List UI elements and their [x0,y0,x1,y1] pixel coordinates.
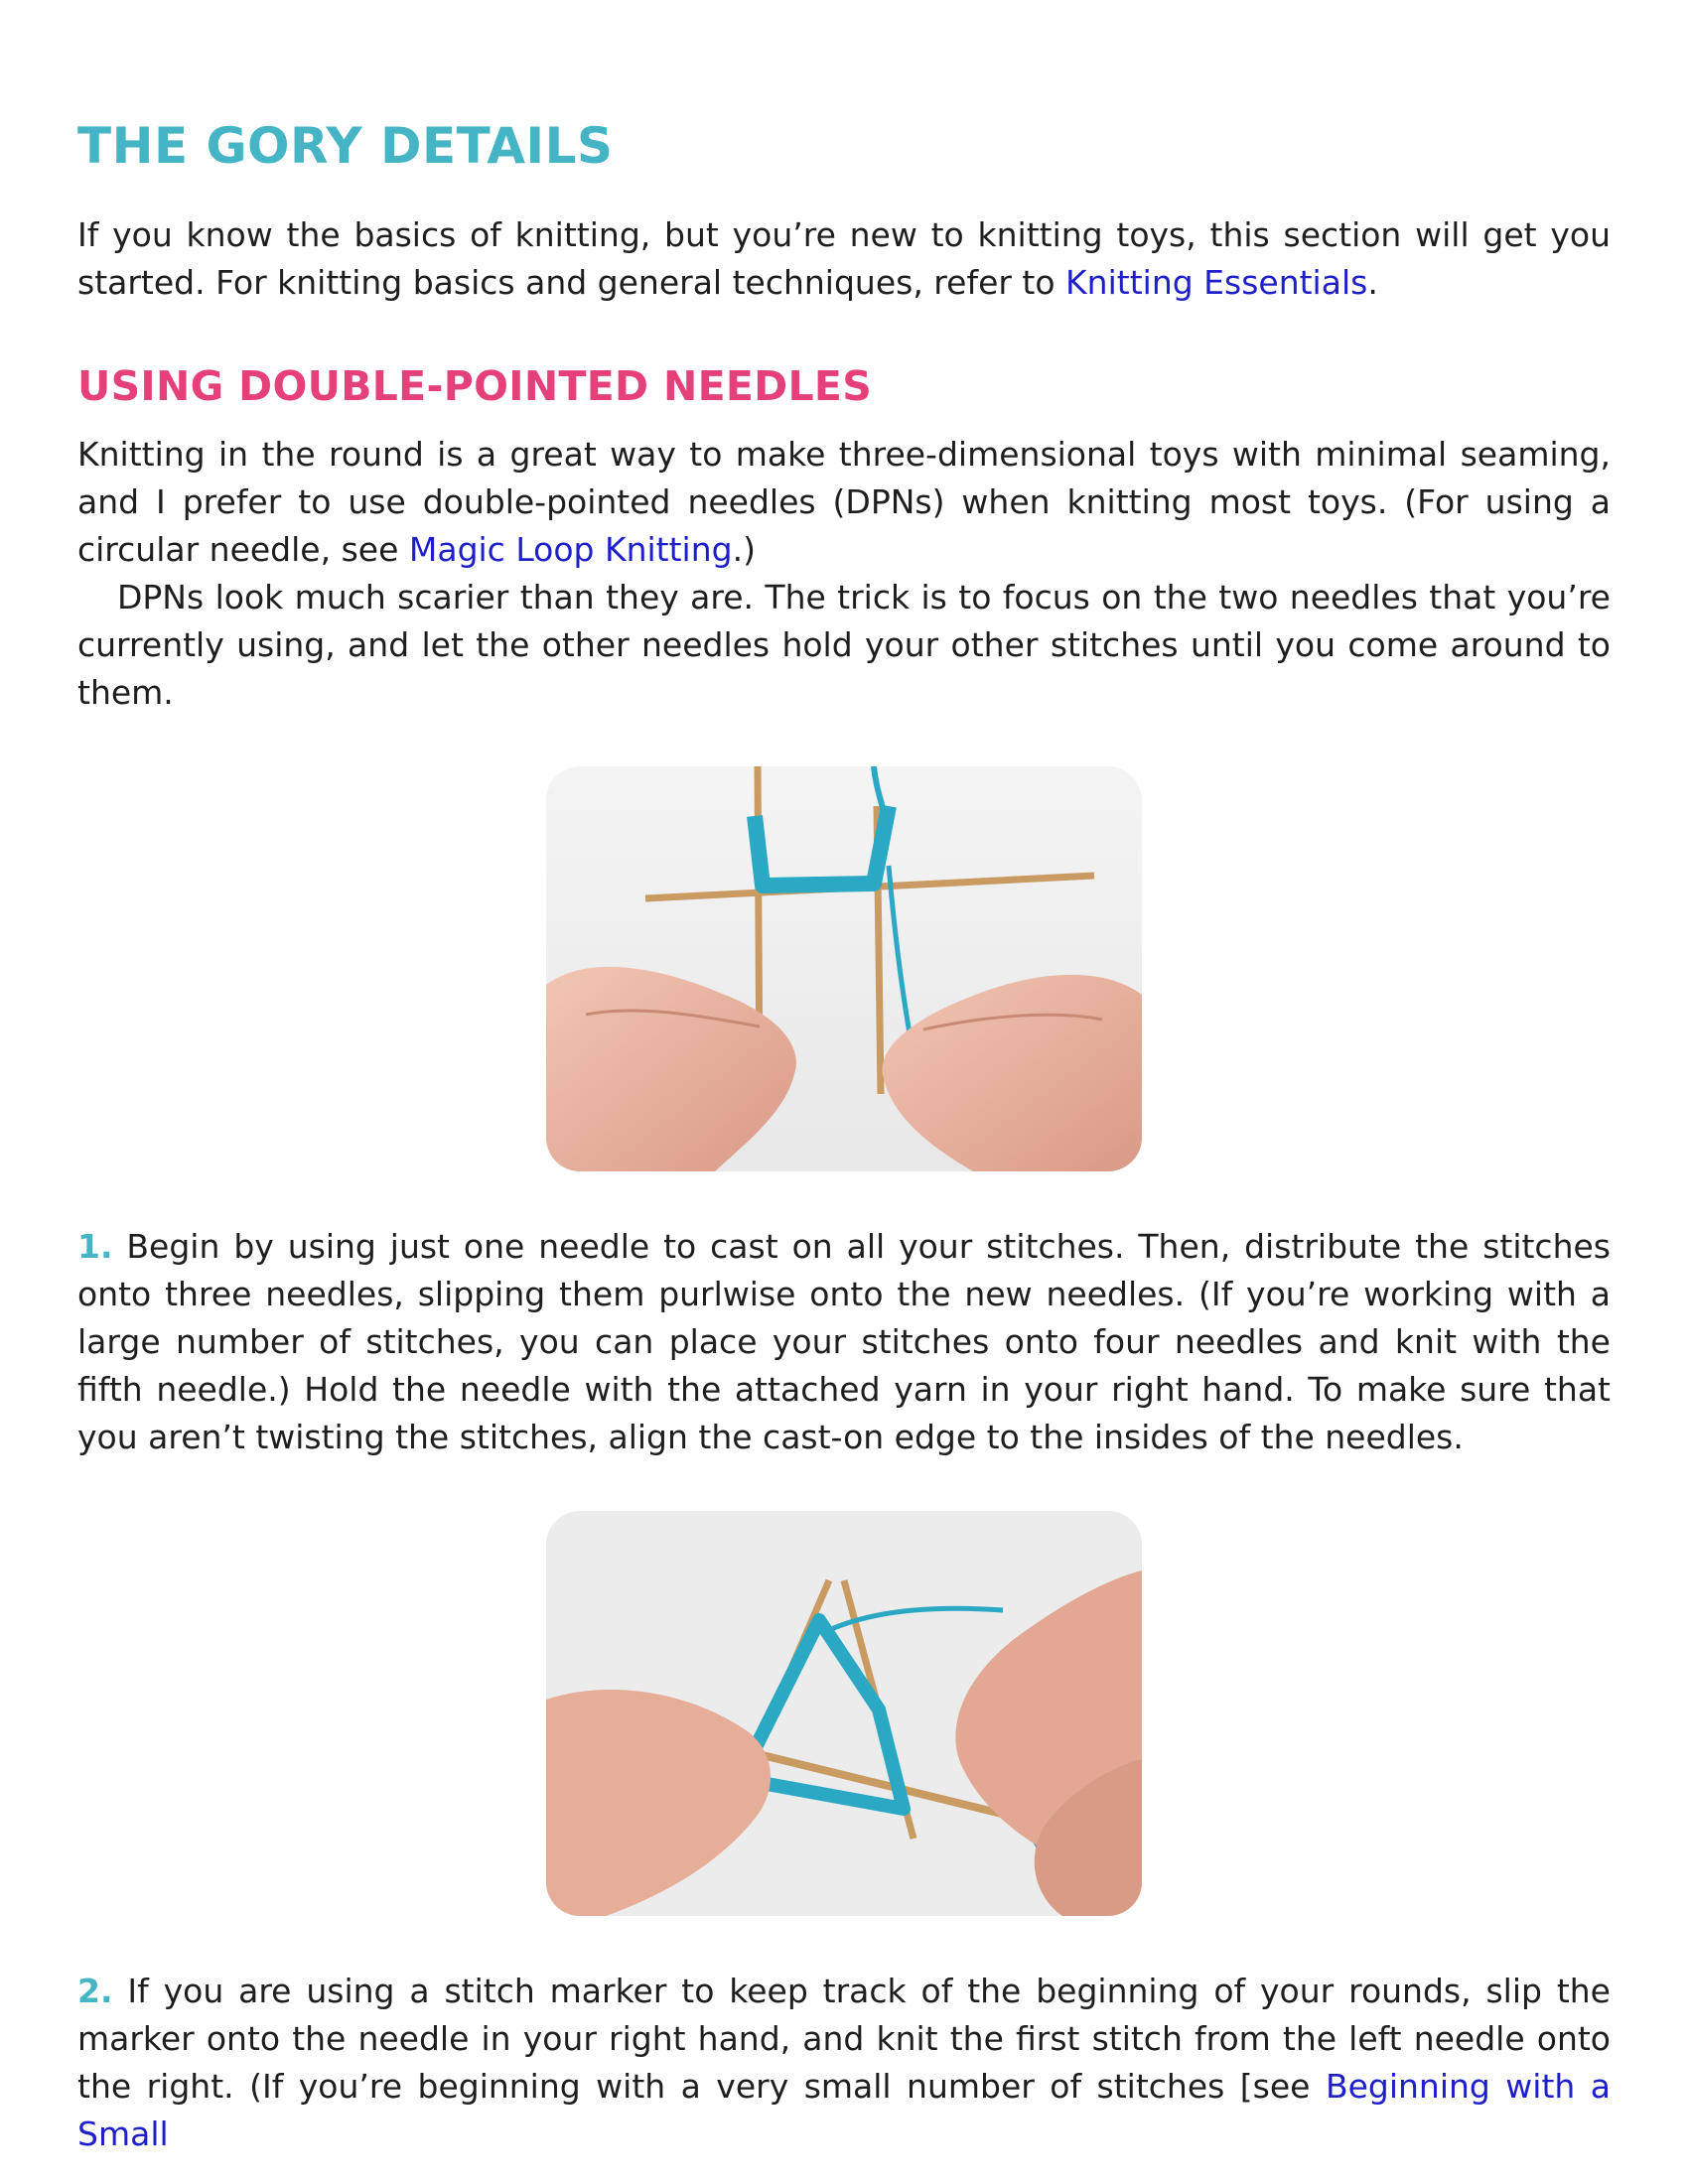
paragraph-1-text: Knitting in the round is a great way to make three-dimensional toys with minimal seaming, and I prefer to use double-pointed needles (DPNs) when knitting most toys. (For using a circular needle, see [77,435,1611,570]
paragraph-1 [77,431,1611,574]
photo-knitting-round [546,1511,1142,1916]
page-content [77,119,1611,2158]
intro-text: If you know the basics of knitting, but you’re new to knitting toys, this section will get you started. For knitting basics and general techniques, refer to [77,215,1611,302]
step-2-text: If you are using a stitch marker to keep track of the beginning of your rounds, slip the marker onto the needle in your right hand, and knit the first stitch from the left needle onto the right. (If you’re beginning with a very small number of stitches [see [77,1972,1611,2107]
photo-dpn-setup [546,766,1142,1171]
intro-text-end: . [1367,263,1378,302]
paragraph-1-end: .) [732,530,756,570]
section-title: THE GORY DETAILS [77,117,614,175]
step-2-number: 2. [77,1972,113,2011]
step-2 [77,1968,1611,2158]
step-1-text: Begin by using just one needle to cast on all your stitches. Then, distribute the stitches onto three needles, slipping them purlwise onto the new needles. (If you’re working with a large number of stitches, you can place your stitches onto four needles and knit with the fifth needle.) Hold the needle with the attached yarn in your right hand. To make sure that you aren’t twisting the stitches, align the cast-on edge to the insides of the needles. [77,1227,1611,1457]
subsection-title: USING DOUBLE-POINTED NEEDLES [77,362,873,410]
step-1-number: 1. [77,1227,113,1267]
magic-loop-knitting-link[interactable]: Magic Loop Knitting [408,530,733,570]
paragraph-2: DPNs look much scarier than they are. The trick is to focus on the two needles that you’re currently using, and let the other needles hold your other stitches until you come around to them. [77,578,1611,713]
intro-paragraph [77,211,1611,307]
photo-knitting-round-image [546,1511,1142,1916]
step-1 [77,1223,1611,1461]
knitting-essentials-link[interactable]: Knitting Essentials [1065,263,1368,302]
photo-dpn-setup-image [546,766,1142,1171]
beginning-small-stitches-link[interactable]: Beginning with a Small [77,2067,1611,2154]
